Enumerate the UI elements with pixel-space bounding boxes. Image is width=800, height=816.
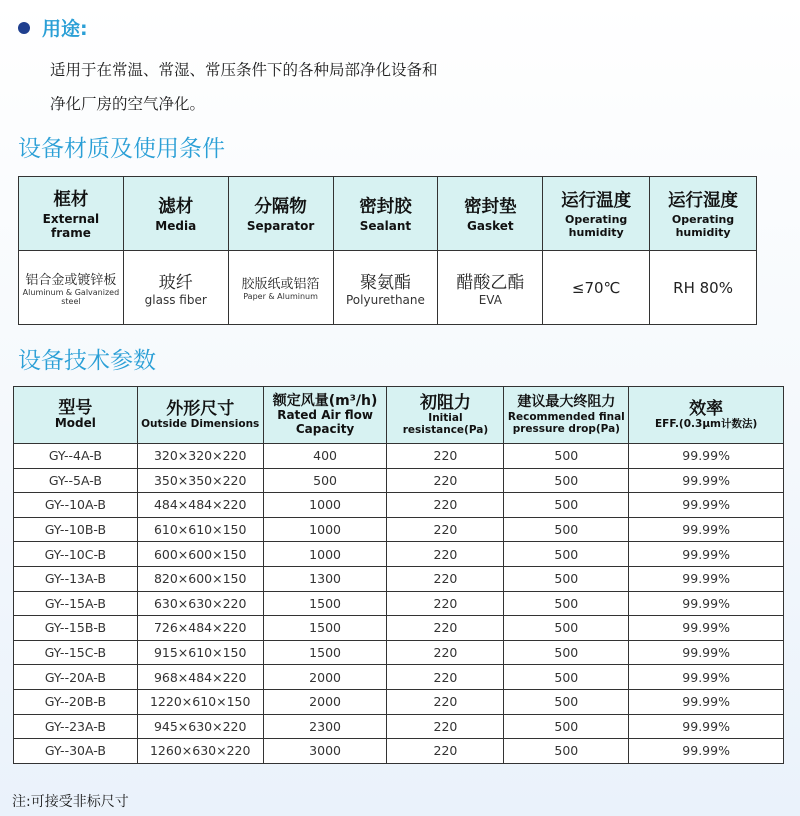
airflow-cell: 2000 [263, 665, 387, 690]
initial-resistance-cell: 220 [387, 493, 504, 518]
initial-resistance-cell: 220 [387, 517, 504, 542]
efficiency-cell: 99.99% [629, 591, 784, 616]
dimensions-cell: 915×610×150 [137, 640, 263, 665]
initial-resistance-cell: 220 [387, 566, 504, 591]
model-cell: GY--23A-B [14, 714, 138, 739]
value-cell-media: 玻纤 glass fiber [123, 251, 228, 325]
airflow-cell: 3000 [263, 739, 387, 764]
dimensions-cell: 630×630×220 [137, 591, 263, 616]
airflow-cell: 1000 [263, 493, 387, 518]
table-row [14, 714, 784, 739]
dimensions-cell: 726×484×220 [137, 616, 263, 641]
final-pressure-cell: 500 [504, 714, 629, 739]
specs-section-title: 设备技术参数 [18, 348, 156, 374]
header-cell-gasket: 密封垫 Gasket [438, 177, 543, 251]
model-cell: GY--10B-B [14, 517, 138, 542]
initial-resistance-cell: 220 [387, 542, 504, 567]
initial-resistance-cell: 220 [387, 665, 504, 690]
dimensions-cell: 484×484×220 [137, 493, 263, 518]
model-cell: GY--30A-B [14, 739, 138, 764]
efficiency-cell: 99.99% [629, 517, 784, 542]
model-cell: GY--10C-B [14, 542, 138, 567]
header-cell-temperature: 运行温度 Operating humidity [543, 177, 650, 251]
final-pressure-cell: 500 [504, 493, 629, 518]
dimensions-cell: 1220×610×150 [137, 689, 263, 714]
value-cell-gasket: 醋酸乙酯 EVA [438, 251, 543, 325]
table-row [14, 616, 784, 641]
efficiency-cell: 99.99% [629, 542, 784, 567]
initial-resistance-cell: 220 [387, 689, 504, 714]
header-cell-efficiency: 效率 EFF.(0.3μm计数法) [629, 387, 784, 444]
final-pressure-cell: 500 [504, 665, 629, 690]
final-pressure-cell: 500 [504, 591, 629, 616]
specs-header-row [14, 387, 784, 444]
airflow-cell: 1000 [263, 542, 387, 567]
dimensions-cell: 1260×630×220 [137, 739, 263, 764]
airflow-cell: 2000 [263, 689, 387, 714]
value-cell-temperature: ≤70℃ [543, 251, 650, 325]
header-cell-separator: 分隔物 Separator [228, 177, 333, 251]
final-pressure-cell: 500 [504, 542, 629, 567]
final-pressure-cell: 500 [504, 444, 629, 469]
value-cell-humidity: RH 80% [650, 251, 757, 325]
initial-resistance-cell: 220 [387, 591, 504, 616]
header-cell-media: 滤材 Media [123, 177, 228, 251]
table-row [14, 542, 784, 567]
header-cell-model: 型号 Model [14, 387, 138, 444]
final-pressure-cell: 500 [504, 640, 629, 665]
table-row [14, 517, 784, 542]
model-cell: GY--15A-B [14, 591, 138, 616]
dimensions-cell: 350×350×220 [137, 468, 263, 493]
materials-table [18, 176, 757, 325]
efficiency-cell: 99.99% [629, 689, 784, 714]
dimensions-cell: 610×610×150 [137, 517, 263, 542]
initial-resistance-cell: 220 [387, 714, 504, 739]
model-cell: GY--20B-B [14, 689, 138, 714]
airflow-cell: 2300 [263, 714, 387, 739]
bullet-icon [18, 22, 30, 34]
dimensions-cell: 600×600×150 [137, 542, 263, 567]
value-cell-frame: 铝合金或镀锌板 Aluminum & Galvanized steel [19, 251, 124, 325]
usage-line: 适用于在常温、常湿、常压条件下的各种局部净化设备和 [50, 61, 438, 79]
model-cell: GY--15C-B [14, 640, 138, 665]
table-row [14, 689, 784, 714]
dimensions-cell: 820×600×150 [137, 566, 263, 591]
footnote: 注:可接受非标尺寸 [12, 794, 129, 810]
header-cell-final-pressure: 建议最大终阻力 Recommended final pressure drop(Pa) [504, 387, 629, 444]
efficiency-cell: 99.99% [629, 739, 784, 764]
final-pressure-cell: 500 [504, 566, 629, 591]
efficiency-cell: 99.99% [629, 714, 784, 739]
model-cell: GY--10A-B [14, 493, 138, 518]
materials-section-title: 设备材质及使用条件 [18, 136, 225, 162]
initial-resistance-cell: 220 [387, 640, 504, 665]
dimensions-cell: 968×484×220 [137, 665, 263, 690]
specs-table [13, 386, 784, 764]
value-cell-sealant: 聚氨酯 Polyurethane [333, 251, 438, 325]
usage-heading [18, 14, 88, 41]
table-row [14, 640, 784, 665]
model-cell: GY--15B-B [14, 616, 138, 641]
value-cell-separator: 胶版纸或铝箔 Paper & Aluminum [228, 251, 333, 325]
initial-resistance-cell: 220 [387, 468, 504, 493]
final-pressure-cell: 500 [504, 468, 629, 493]
table-row [14, 566, 784, 591]
airflow-cell: 500 [263, 468, 387, 493]
usage-line: 净化厂房的空气净化。 [50, 95, 206, 113]
initial-resistance-cell: 220 [387, 444, 504, 469]
final-pressure-cell: 500 [504, 517, 629, 542]
header-cell-humidity: 运行湿度 Operating humidity [650, 177, 757, 251]
efficiency-cell: 99.99% [629, 566, 784, 591]
airflow-cell: 1300 [263, 566, 387, 591]
efficiency-cell: 99.99% [629, 444, 784, 469]
usage-title: 用途: [42, 18, 88, 40]
model-cell: GY--13A-B [14, 566, 138, 591]
header-cell-sealant: 密封胶 Sealant [333, 177, 438, 251]
model-cell: GY--5A-B [14, 468, 138, 493]
header-cell-airflow: 额定风量(m³/h) Rated Air flow Capacity [263, 387, 387, 444]
model-cell: GY--4A-B [14, 444, 138, 469]
table-row [14, 665, 784, 690]
airflow-cell: 400 [263, 444, 387, 469]
table-row [14, 468, 784, 493]
table-row [14, 493, 784, 518]
initial-resistance-cell: 220 [387, 739, 504, 764]
airflow-cell: 1500 [263, 640, 387, 665]
materials-value-row [19, 251, 757, 325]
header-cell-frame: 框材 External frame [19, 177, 124, 251]
header-cell-initial-resistance: 初阻力 Initial resistance(Pa) [387, 387, 504, 444]
efficiency-cell: 99.99% [629, 665, 784, 690]
dimensions-cell: 320×320×220 [137, 444, 263, 469]
efficiency-cell: 99.99% [629, 493, 784, 518]
airflow-cell: 1500 [263, 591, 387, 616]
table-row [14, 739, 784, 764]
table-row [14, 591, 784, 616]
initial-resistance-cell: 220 [387, 616, 504, 641]
materials-header-row [19, 177, 757, 251]
efficiency-cell: 99.99% [629, 640, 784, 665]
efficiency-cell: 99.99% [629, 468, 784, 493]
final-pressure-cell: 500 [504, 739, 629, 764]
model-cell: GY--20A-B [14, 665, 138, 690]
airflow-cell: 1000 [263, 517, 387, 542]
airflow-cell: 1500 [263, 616, 387, 641]
final-pressure-cell: 500 [504, 616, 629, 641]
table-row [14, 444, 784, 469]
efficiency-cell: 99.99% [629, 616, 784, 641]
dimensions-cell: 945×630×220 [137, 714, 263, 739]
header-cell-dimensions: 外形尺寸 Outside Dimensions [137, 387, 263, 444]
final-pressure-cell: 500 [504, 689, 629, 714]
